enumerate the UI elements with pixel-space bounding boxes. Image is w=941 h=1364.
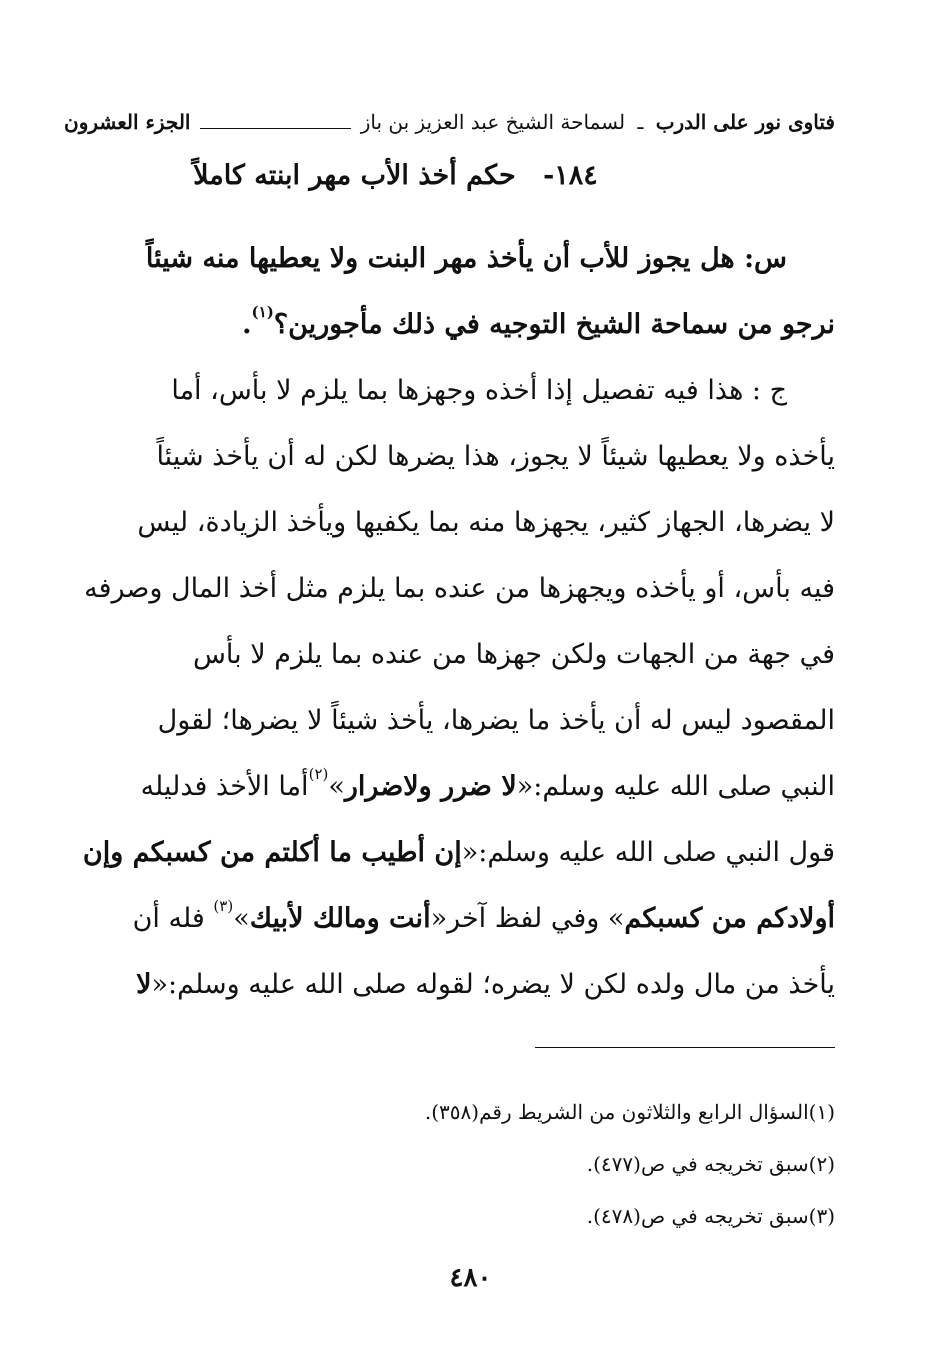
question-line [64,292,835,358]
book-title: فتاوى نور على الدرب [655,110,835,134]
footnote-ref: (١) [251,303,274,321]
answer-text: » وفي لفظ آخر« [430,903,625,934]
quote-close: » [233,903,250,934]
answer-line: لا يضرها، الجهاز كثير، يجهزها منه بما يكفيها ويأخذ الزيادة، ليس [137,507,835,538]
answer-line [64,886,835,952]
answer-line [64,820,835,886]
answer-line: المقصود ليس له أن يأخذ ما يضرها، يأخذ شيئاً لا يضرها؛ لقول [157,705,835,736]
author-name: لسماحة الشيخ عبد العزيز بن باز [360,110,626,134]
answer-text: يأخذ من مال ولده لكن لا يضره؛ لقوله صلى الله عليه وسلم:« [151,969,835,1000]
answer-text: فله أن [132,903,214,934]
question-end: . [242,309,252,340]
question-line: س: هل يجوز للأب أن يأخذ مهر البنت ولا يعطيها منه شيئاً [145,243,787,274]
answer-text: قول النبي صلى الله عليه وسلم:« [461,837,835,868]
answer-text: أما الأخذ فدليله [140,771,309,802]
hadith-text: لا ضرر ولاضرار [344,771,517,802]
answer-line: فيه بأس، أو يأخذه ويجهزها من عنده بما يلزم مثل أخذ المال وصرفه [84,573,835,604]
part-label: الجزء العشرون [64,110,191,134]
fatwa-number: ١٨٤- [543,160,598,191]
question-text: نرجو من سماحة الشيخ التوجيه في ذلك مأجورين؟ [273,309,835,340]
answer-line [64,952,835,1018]
footnote-item: (٣)سبق تخريجه في ص(٤٧٨). [586,1204,835,1228]
hadith-text: أنت ومالك لأبيك [249,903,431,934]
fatwa-title: حكم أخذ الأب مهر ابنته كاملاً [193,160,516,191]
answer-text: النبي صلى الله عليه وسلم:« [516,771,835,802]
fatwa-heading [150,160,641,206]
hadith-text: إن أطيب ما أكلتم من كسبكم وإن [82,837,462,868]
fatwa-body [64,226,835,1018]
answer-line [64,754,835,820]
header-dash: ـ [637,110,644,134]
hadith-text: لا [136,969,152,1000]
header-rule [200,128,350,129]
footnote-ref: (٢) [308,765,329,783]
quote-close: » [328,771,345,802]
footnotes [64,1086,835,1242]
footnote-item: (١)السؤال الرابع والثلاثون من الشريط رقم(٣٥٨). [424,1100,835,1124]
running-header [64,102,835,142]
footnote-ref: (٣) [213,897,234,915]
answer-line: يأخذه ولا يعطيها شيئاً لا يجوز، هذا يضرها لكن له أن يأخذ شيئاً [156,441,835,472]
answer-line: ج : هذا فيه تفصيل إذا أخذه وجهزها بما يلزم لا بأس، أما [171,375,787,406]
page-number: ٤٨٠ [449,1263,492,1293]
footnote-item: (٢)سبق تخريجه في ص(٤٧٧). [586,1152,835,1176]
hadith-text: أولادكم من كسبكم [624,903,835,934]
footnote-separator [535,1047,835,1048]
answer-line: في جهة من الجهات ولكن جهزها من عنده بما يلزم لا بأس [192,639,835,670]
